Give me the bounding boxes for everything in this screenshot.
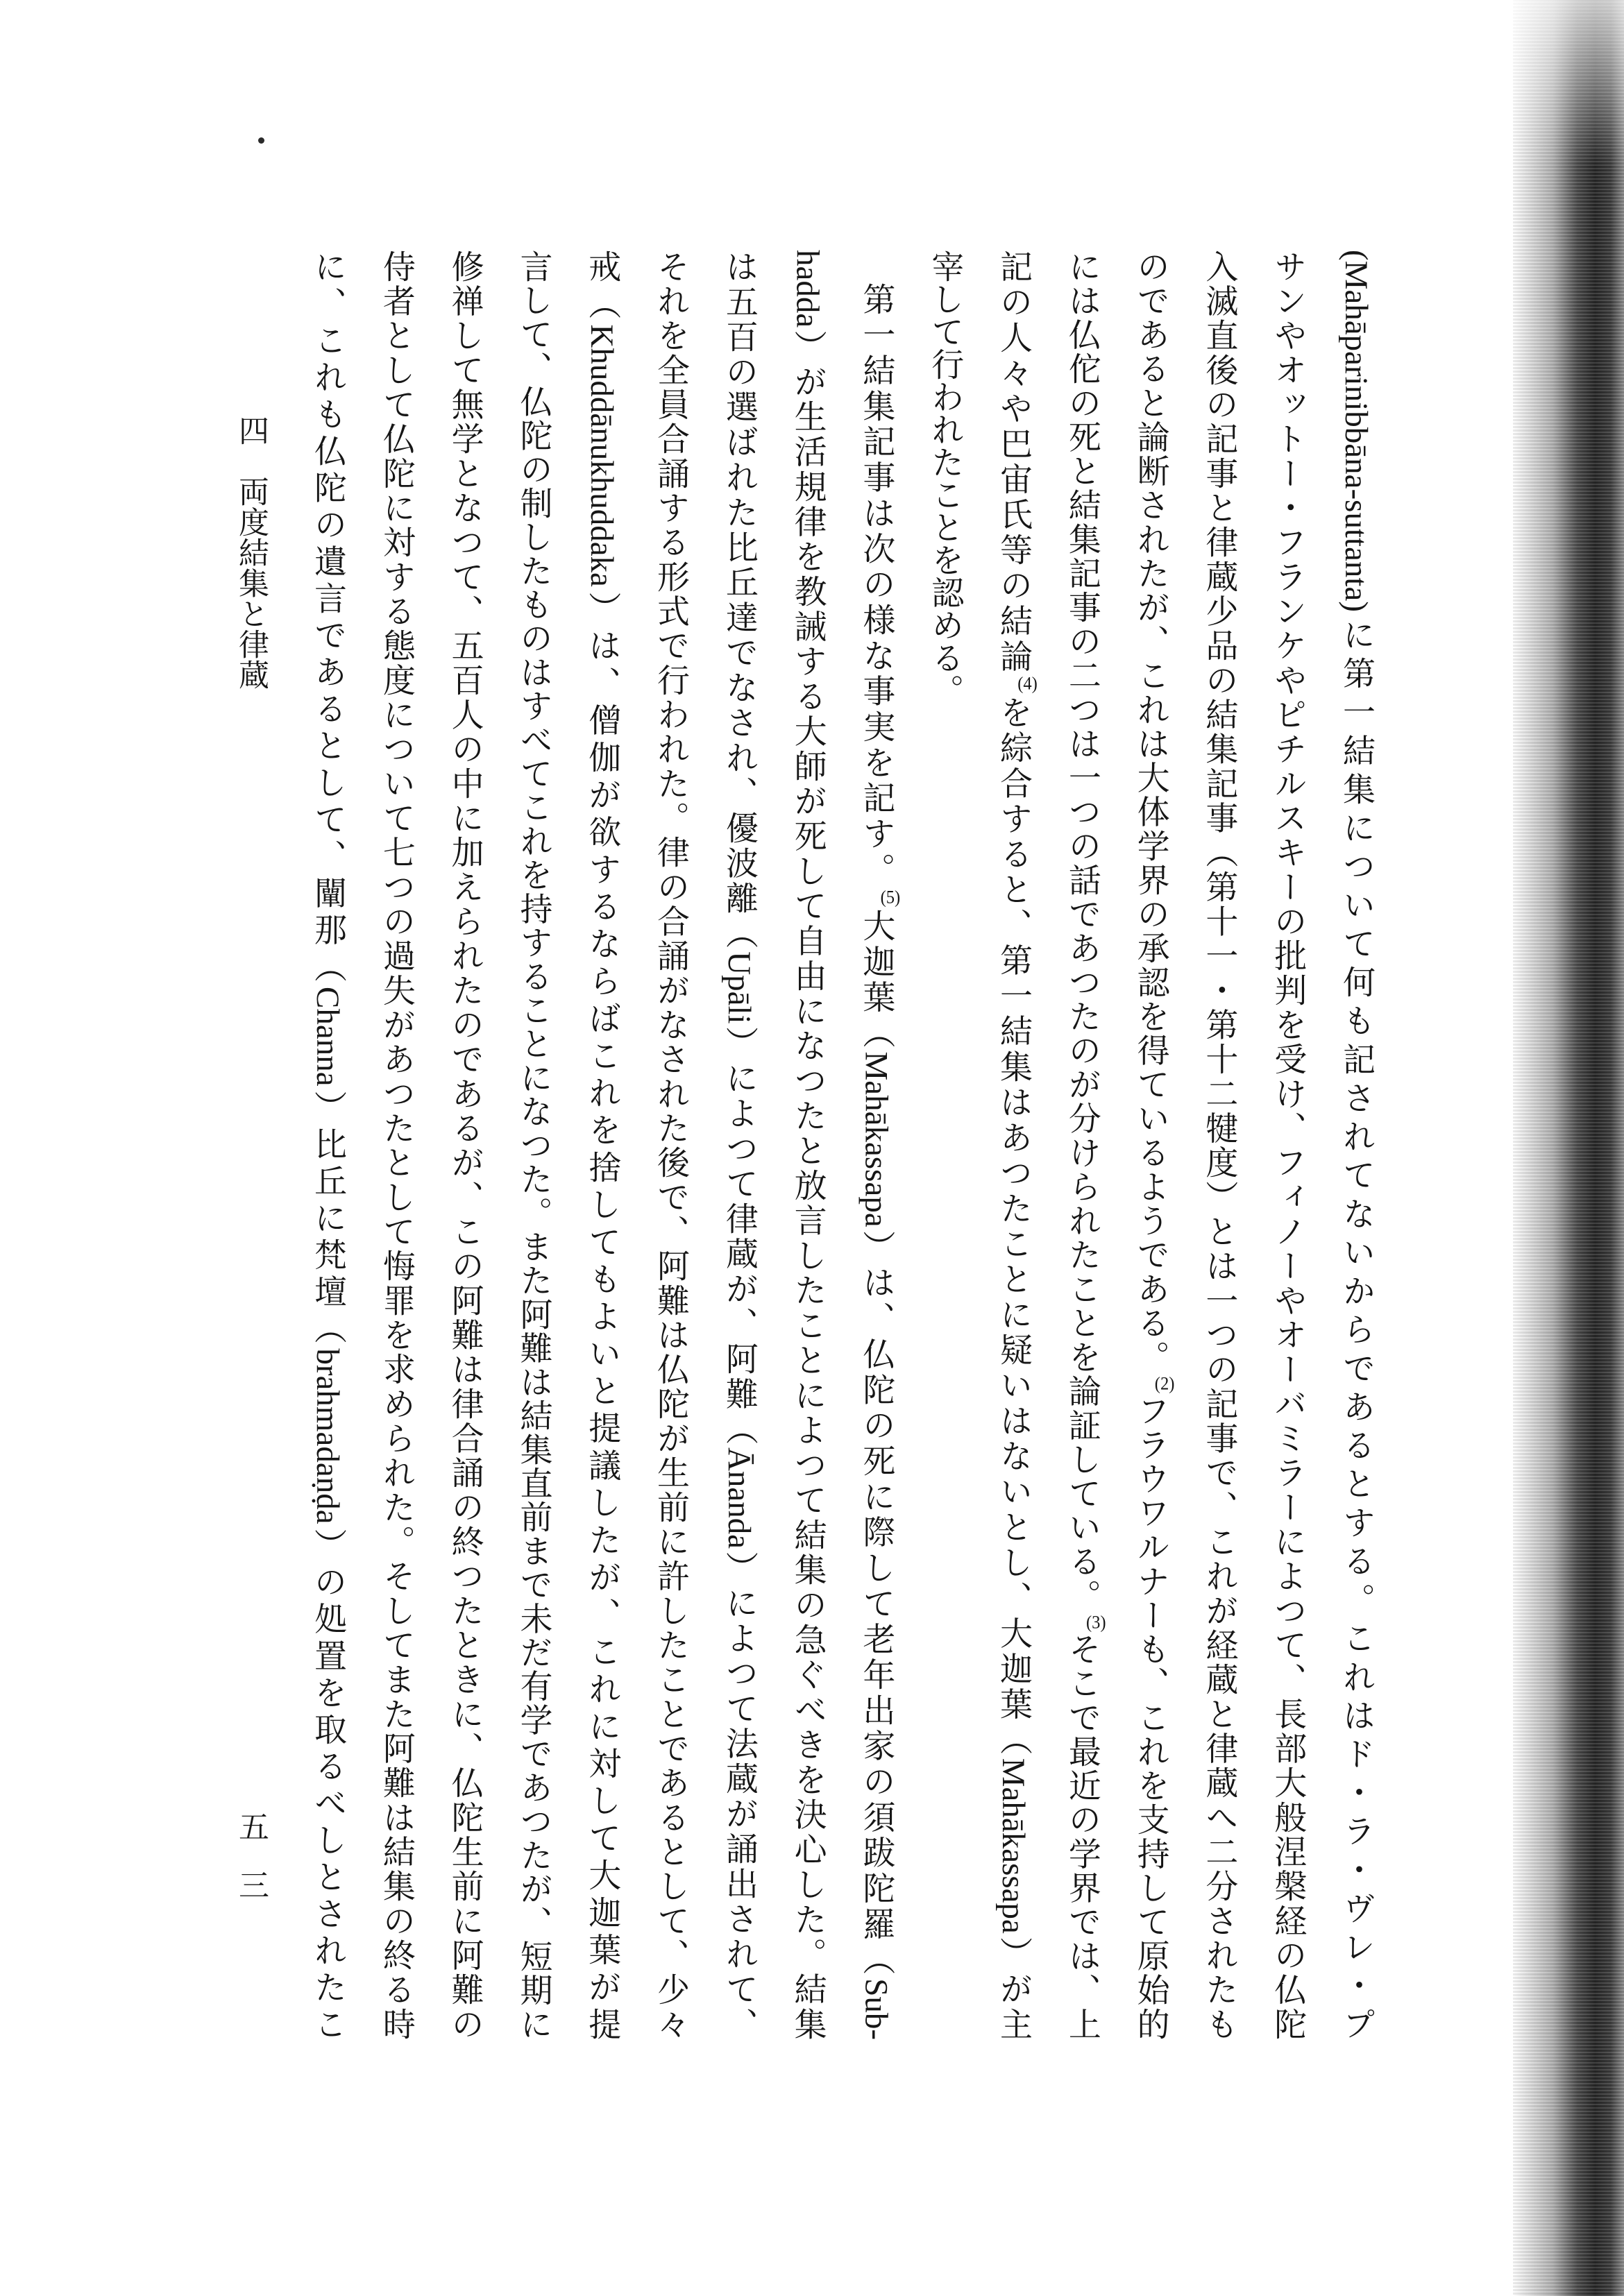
column-text: 大迦葉（Mahākassapa）は、仏陀の死に際して老年出家の須跋陀羅（Sub- bbox=[858, 909, 895, 2040]
column-text: フラウワルナーも、これを支持して原始的 bbox=[1132, 1393, 1169, 2040]
column-text: そこで最近の学界では、上 bbox=[1063, 1632, 1100, 2041]
column-text: は五百の選ばれた比丘達でなされ、優波離（Upāli）によつて律蔵が、阿難（Ānanda）によつて法蔵が誦出されて、 bbox=[720, 250, 757, 2040]
column-text: には仏佗の死と結集記事の二つは一つの話であつたのが分けられたことを論証している。 bbox=[1063, 250, 1100, 1613]
column-text: 第一結集記事は次の様な事実を記す。 bbox=[858, 282, 895, 888]
running-head: 四 両度結集と律蔵 bbox=[234, 415, 268, 690]
text-column bbox=[362, 250, 430, 2040]
text-column bbox=[704, 250, 773, 2040]
scan-speck bbox=[258, 137, 264, 144]
column-text: サンやオットー・フランケやピチルスキーの批判を受け、フィノーやオーバミラーによつて、長部大般涅槃経の仏陀 bbox=[1269, 250, 1306, 2040]
column-text: hadda）が生活規律を教誡する大師が死して自由になつたと放言したことによつて結集の急ぐべきを決心した。結集 bbox=[789, 250, 826, 2040]
column-text: 戒（Khuddānukhuddaka）は、僧伽が欲するならばこれを捨してもよいと提議したが、これに対して大迦葉が提 bbox=[584, 250, 620, 2040]
footnote-marker: (3) bbox=[1086, 1613, 1106, 1631]
body-text bbox=[293, 250, 1390, 2040]
column-text: それを全員合誦する形式で行われた。律の合誦がなされた後で、阿難は仏陀が生前に許したことであるとして、少々 bbox=[652, 250, 689, 2040]
footnote-marker: (2) bbox=[1154, 1374, 1175, 1393]
text-column bbox=[499, 250, 568, 2040]
text-column bbox=[1116, 250, 1185, 2040]
column-text: 宰して行われたことを認める。 bbox=[927, 250, 963, 706]
column-text: 言して、仏陀の制したものはすべてこれを持することになつた。また阿難は結集直前まで未だ有学であつたが、短期に bbox=[515, 250, 552, 2041]
text-column bbox=[636, 250, 704, 2040]
column-text: を綜合すると、第一結集はあつたことに疑いはないとし、大迦葉（Mahākassapa）が主 bbox=[995, 695, 1032, 2040]
column-text: のであると論断されたが、これは大体学界の承認を得ているようである。 bbox=[1132, 250, 1169, 1375]
text-column bbox=[773, 250, 842, 2040]
text-column bbox=[1321, 250, 1390, 2040]
text-column bbox=[293, 250, 362, 2040]
column-text: (Mahāparinibbāna-suttanta)に第一結集について何も記されてないからであるとする。これはド・ラ・ヴレ・プ bbox=[1338, 250, 1374, 2040]
page-number: 五三 bbox=[234, 1811, 268, 1928]
text-column bbox=[430, 250, 499, 2040]
text-column bbox=[842, 250, 911, 2040]
text-column bbox=[1253, 250, 1321, 2040]
text-column bbox=[1047, 250, 1116, 2040]
column-text: 侍者として仏陀に対する態度について七つの過失があつたとして悔罪を求められた。そしてまた阿難は結集の終る時 bbox=[378, 250, 414, 2041]
footnote-marker: (5) bbox=[880, 887, 901, 906]
text-column bbox=[910, 250, 979, 2040]
column-text: 入滅直後の記事と律蔵少品の結集記事（第十一・第十二犍度）とは一つの記事で、これが経蔵と律蔵へ二分されたも bbox=[1201, 250, 1237, 2040]
scan-edge-highlight bbox=[1513, 0, 1624, 167]
text-column bbox=[979, 250, 1047, 2040]
text-column bbox=[1185, 250, 1253, 2040]
column-text: に、これも仏陀の遺言であるとして、闡那（Channa）比丘に梵壇（brahmadaṇḍa）の処置を取るべしとされたこ bbox=[310, 250, 346, 2040]
text-column bbox=[567, 250, 636, 2040]
footnote-marker: (4) bbox=[1017, 674, 1038, 693]
scan-edge-shadow bbox=[1513, 0, 1624, 2296]
column-text: 記の人々や巴宙氏等の結論 bbox=[995, 250, 1032, 675]
column-text: 修禅して無学となつて、五百人の中に加えられたのであるが、この阿難は律合誦の終つたときに、仏陀生前に阿難の bbox=[446, 250, 483, 2040]
